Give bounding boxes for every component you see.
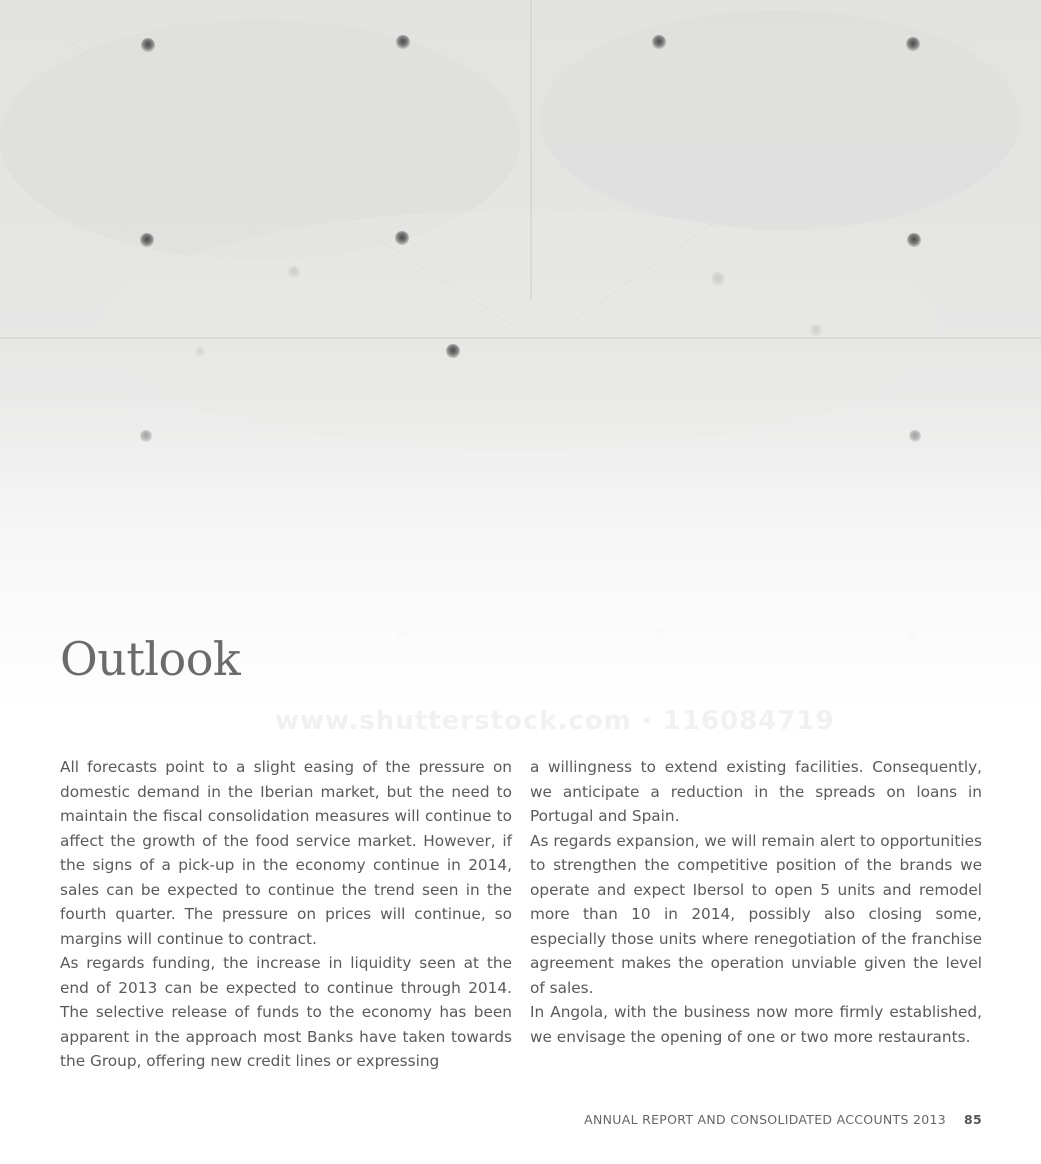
- paragraph: In Angola, with the business now more firmly established, we envisage the opening of one or two more restaurants.: [530, 1003, 982, 1046]
- paragraph: All forecasts point to a slight easing of the pressure on domestic demand in the Iberian market, but the need to maintain the fiscal consolidation measures will continue to affect the growth of the food service market. However, if the signs of a pick-up in the economy continue in 2014, sales can be expected to continue the trend seen in the fourth quarter. The pressure on prices will continue, so margins will continue to contract.: [60, 758, 512, 948]
- page-footer: [584, 1112, 982, 1127]
- watermark: www.shutterstock.com · 116084719: [275, 706, 835, 736]
- paragraph: As regards funding, the increase in liquidity seen at the end of 2013 can be expected to continue through 2014. The selective release of funds to the economy has been apparent in the approach most Banks have taken towards the Group, offering new credit lines or expressing: [60, 954, 512, 1070]
- footer-title: ANNUAL REPORT AND CONSOLIDATED ACCOUNTS 2013: [584, 1112, 946, 1127]
- text-column-left: [60, 755, 512, 1074]
- paragraph: As regards expansion, we will remain alert to opportunities to strengthen the competitive position of the brands we operate and expect Ibersol to open 5 units and remodel more than 10 in 2014, possibly also closing some, especially those units where renegotiation of the franchise agreement makes the operation unviable given the level of sales.: [530, 831, 982, 997]
- paragraph: a willingness to extend existing facilities. Consequently, we anticipate a reduction in the spreads on loans in Portugal and Spain.: [530, 758, 982, 825]
- page-number: 85: [964, 1112, 982, 1127]
- text-column-right: [530, 755, 982, 1049]
- page-title: Outlook: [60, 632, 241, 686]
